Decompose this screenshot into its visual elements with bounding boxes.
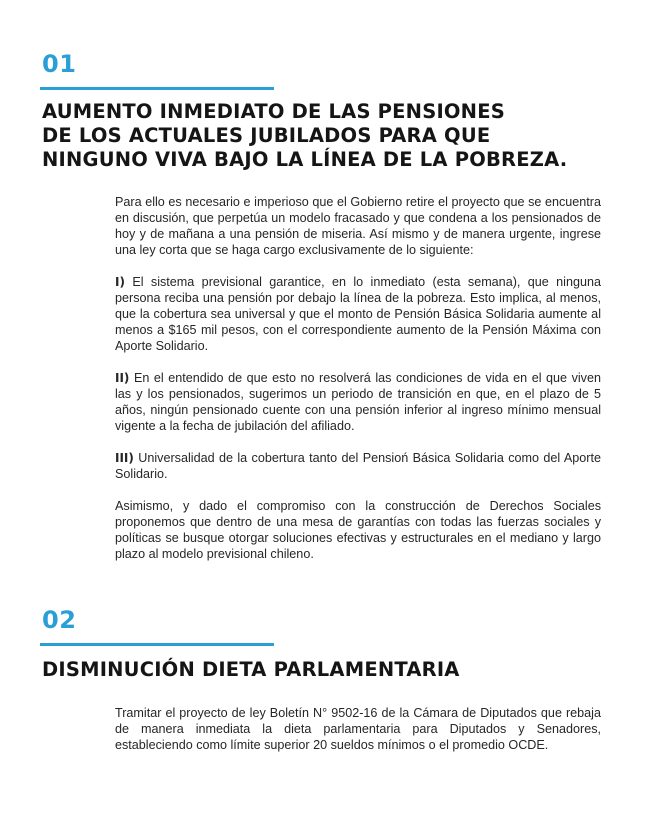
- section-divider: [40, 87, 274, 90]
- section-body: [115, 194, 601, 578]
- intro-paragraph: Para ello es necesario e imperioso que el Gobierno retire el proyecto que se encuentra en discusión, que perpetúa un modelo fracasado y que condena a los pensionados de hoy y de mañana a una pensión de miseria. Así mismo y de manera urgente, ingrese una ley corta que se haga cargo exclusivamente de lo siguiente:: [115, 195, 601, 257]
- list-item: [115, 370, 601, 434]
- item-marker: II): [115, 371, 130, 385]
- section-heading: [42, 100, 622, 172]
- heading-line: NINGUNO VIVA BAJO LA LÍNEA DE LA POBREZA.: [42, 148, 568, 171]
- item-marker: III): [115, 451, 134, 465]
- section-divider: [40, 643, 274, 646]
- section-body: [115, 705, 601, 769]
- section-number: 02: [42, 606, 77, 634]
- item-text: El sistema previsional garantice, en lo inmediato (esta semana), que ninguna persona reciba una pensión por debajo la línea de la pobreza. Esto implica, al menos, que la cobertura sea universal y que el monto de Pensión Básica Solidaria aumente al menos a $165 mil pesos, con el correspondiente aumento de la Pensión Máxima con Aporte Solidario.: [115, 275, 601, 353]
- list-item: [115, 450, 601, 482]
- body-paragraph: Tramitar el proyecto de ley Boletín N° 9502-16 de la Cámara de Diputados que rebaja de manera inmediata la dieta parlamentaria para Diputados y Senadores, estableciendo como límite superior 20 sueldos mínimos o el promedio OCDE.: [115, 706, 601, 752]
- section-heading: [42, 658, 622, 682]
- item-text: En el entendido de que esto no resolverá las condiciones de vida en el que viven las y los pensionados, sugerimos un periodo de transición en que, en el plazo de 5 años, ningún pensionado cuente con una pensión inferior al ingreso mínimo mensual vigente a la fecha de jubilación del afiliado.: [115, 371, 601, 433]
- item-marker: I): [115, 275, 125, 289]
- list-item: [115, 274, 601, 354]
- heading-line: DISMINUCIÓN DIETA PARLAMENTARIA: [42, 658, 460, 681]
- item-text: Universalidad de la cobertura tanto del Pensioń Básica Solidaria como del Aporte Solidario.: [115, 451, 601, 481]
- heading-line: AUMENTO INMEDIATO DE LAS PENSIONES: [42, 100, 505, 123]
- section-number: 01: [42, 50, 77, 78]
- heading-line: DE LOS ACTUALES JUBILADOS PARA QUE: [42, 124, 491, 147]
- closing-paragraph: Asimismo, y dado el compromiso con la construcción de Derechos Sociales proponemos que dentro de una mesa de garantías con todas las fuerzas sociales y políticas se busque otorgar soluciones efectivas y estructurales en el mediano y largo plazo al modelo previsional chileno.: [115, 499, 601, 561]
